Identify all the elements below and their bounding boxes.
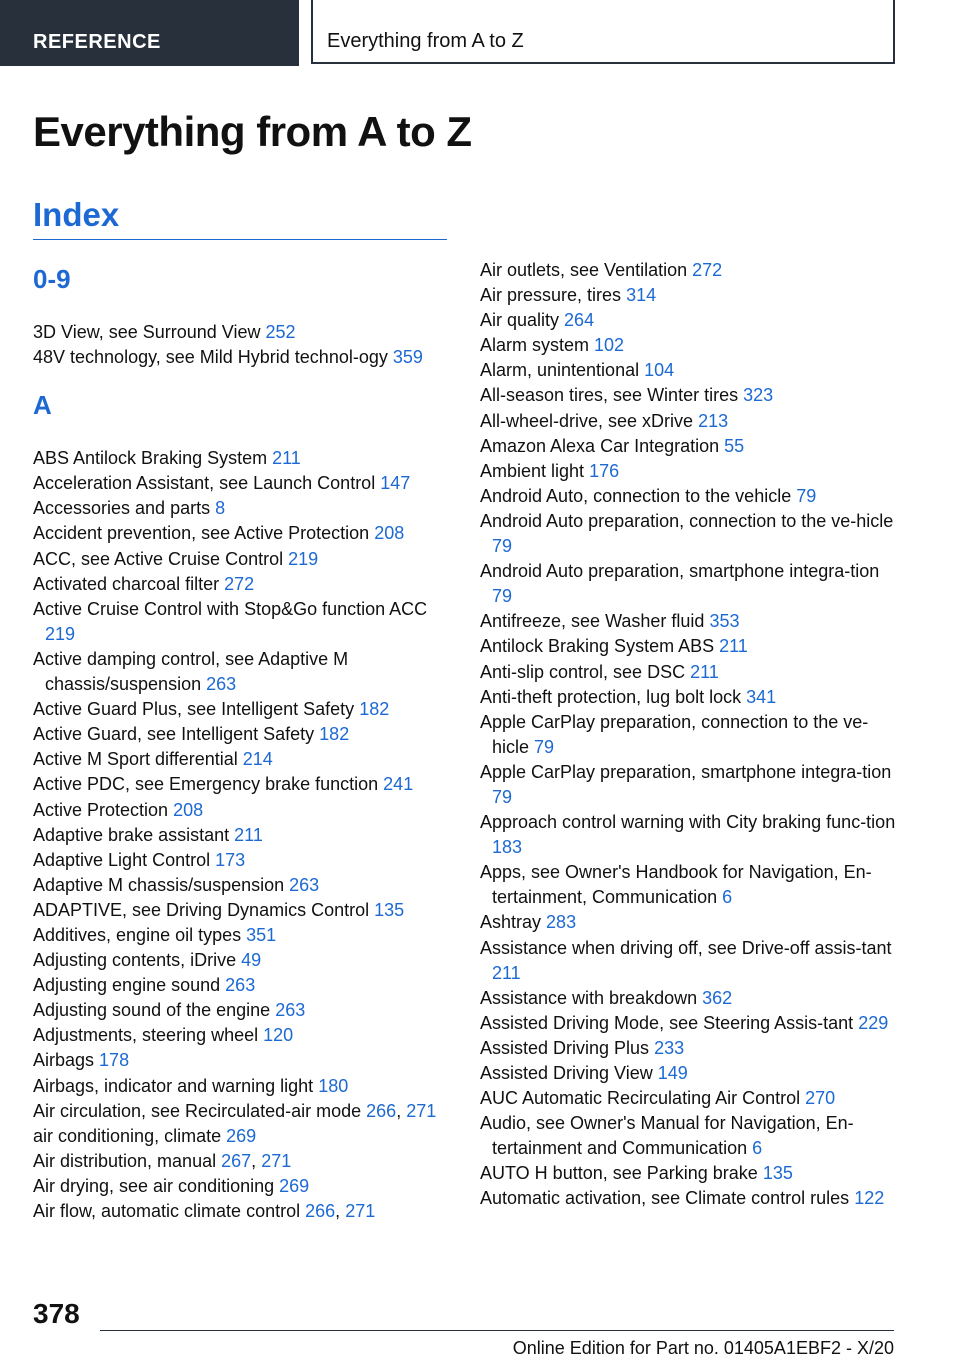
entry-text: Assistance when driving off, see Drive-off assis-tant	[480, 937, 892, 958]
entry-text: Air pressure, tires	[480, 285, 622, 306]
page-link[interactable]: 269	[279, 1175, 310, 1196]
page-link[interactable]: 79	[492, 586, 513, 607]
page-link[interactable]: 79	[492, 536, 513, 557]
index-entry	[480, 409, 900, 434]
index-entry	[480, 1061, 900, 1086]
edition-note: Online Edition for Part no. 01405A1EBF2 - X/20	[512, 1338, 894, 1358]
page-link[interactable]: 359	[392, 347, 423, 368]
entry-text: Adaptive brake assistant	[33, 824, 230, 845]
page-link[interactable]: 270	[805, 1088, 836, 1109]
entry-text: ACC, see Active Cruise Control	[33, 548, 284, 569]
section-label: REFERENCE	[33, 31, 161, 53]
index-divider	[33, 239, 447, 240]
entry-text: Adjustments, steering wheel	[33, 1025, 259, 1046]
index-entry	[33, 973, 453, 998]
page-link[interactable]: 229	[858, 1012, 889, 1033]
entry-text: Ambient light	[480, 460, 585, 481]
index-entry	[480, 1086, 900, 1111]
page-title: Everything from A to Z	[33, 108, 472, 155]
entry-text: Air quality	[480, 310, 560, 331]
entry-text: Air drying, see air conditioning	[33, 1175, 275, 1196]
index-entry: Air flow, automatic climate control 266, 271	[33, 1201, 376, 1221]
index-entry	[480, 258, 900, 283]
page-link[interactable]: 263	[206, 674, 237, 695]
entry-text: ABS Antilock Braking System	[33, 448, 268, 469]
entry-text: Air flow, automatic climate control	[33, 1201, 301, 1221]
entry-text: Adjusting engine sound	[33, 975, 221, 996]
page-link[interactable]: 233	[654, 1037, 685, 1058]
page-link[interactable]: 147	[380, 473, 411, 494]
page-link[interactable]: 79	[534, 736, 555, 757]
page-link[interactable]: 208	[374, 523, 405, 544]
entry-text: Automatic activation, see Climate control rules	[480, 1188, 850, 1209]
page-link[interactable]: 49	[241, 950, 262, 971]
index-entry: Air distribution, manual 267, 271	[33, 1150, 292, 1171]
entry-text: Apps, see Owner's Handbook for Navigation, En-tertainment, Communication	[480, 862, 872, 908]
page-link[interactable]: 211	[492, 962, 521, 983]
entry-text: All-wheel-drive, see xDrive	[480, 410, 694, 431]
index-entry	[33, 998, 453, 1023]
index-entry	[33, 848, 453, 873]
page-link[interactable]: 252	[265, 322, 296, 342]
entry-text: AUTO H button, see Parking brake	[480, 1163, 758, 1184]
page-link[interactable]: 182	[319, 724, 350, 745]
page-link[interactable]: 102	[594, 335, 625, 356]
page-link[interactable]: 263	[225, 975, 256, 996]
entry-text: AUC Automatic Recirculating Air Control	[480, 1088, 801, 1109]
index-entry	[480, 434, 900, 459]
entry-text: Active Guard Plus, see Intelligent Safety	[33, 699, 355, 720]
page-link[interactable]: 211	[234, 824, 263, 845]
index-entry	[480, 986, 900, 1011]
page-link[interactable]: 266	[366, 1100, 397, 1121]
chapter-title: Everything from A to Z	[327, 30, 524, 52]
page-link[interactable]: 266	[305, 1201, 336, 1221]
entry-text: Assistance with breakdown	[480, 987, 698, 1008]
page-link[interactable]: 314	[626, 285, 657, 306]
page-link[interactable]: 219	[45, 623, 76, 644]
entry-text: Android Auto, connection to the vehicle	[480, 485, 792, 506]
index-entry	[33, 747, 453, 772]
page-link[interactable]: 79	[796, 485, 817, 506]
page-link[interactable]: 323	[743, 385, 774, 406]
page-link[interactable]: 178	[99, 1050, 130, 1071]
entry-text: Assisted Driving Mode, see Steering Assis-tant	[480, 1012, 854, 1033]
page-link[interactable]: 149	[657, 1063, 688, 1083]
index-entry	[480, 333, 900, 358]
entry-text: Active Protection	[33, 799, 169, 820]
entry-text: Acceleration Assistant, see Launch Control	[33, 473, 376, 494]
entry-text: air conditioning, climate	[33, 1125, 222, 1146]
entry-text: Amazon Alexa Car Integration	[480, 435, 720, 456]
index-entry	[480, 283, 900, 308]
entry-text: Apple CarPlay preparation, smartphone integra-tion	[480, 761, 892, 782]
index-heading: Index	[33, 196, 120, 233]
index-entry	[480, 660, 900, 685]
entry-text: Active Cruise Control with Stop&Go function ACC	[33, 598, 428, 619]
index-entry	[480, 358, 900, 383]
page-link[interactable]: 219	[288, 548, 319, 569]
index-entry	[33, 823, 453, 848]
footer-divider	[100, 1330, 894, 1331]
index-entry	[480, 1161, 900, 1186]
index-entry	[33, 572, 453, 597]
entry-text: Assisted Driving View	[480, 1063, 653, 1083]
entry-text: Air distribution, manual	[33, 1150, 217, 1171]
index-column-left	[33, 258, 453, 1224]
index-entry	[480, 459, 900, 484]
letter-heading: A	[33, 390, 52, 421]
index-entry	[33, 446, 453, 471]
index-entry	[480, 936, 900, 986]
page-link[interactable]: 353	[709, 611, 740, 632]
index-entry	[480, 910, 900, 935]
page-link[interactable]: 55	[724, 435, 745, 456]
page-link[interactable]: 241	[383, 774, 414, 795]
entry-text: Airbags	[33, 1050, 95, 1071]
page-link[interactable]: 211	[719, 636, 748, 657]
chapter-header	[311, 0, 895, 64]
entry-text: Antifreeze, see Washer fluid	[480, 611, 705, 632]
index-entry	[480, 383, 900, 408]
page-link[interactable]: 211	[272, 448, 301, 469]
index-entry	[480, 1036, 900, 1061]
entry-text: Accident prevention, see Active Protection	[33, 523, 370, 544]
page-link[interactable]: 208	[173, 799, 204, 820]
page-link[interactable]: 341	[746, 686, 777, 707]
page-link[interactable]: 211	[690, 661, 719, 682]
entry-text: ADAPTIVE, see Driving Dynamics Control	[33, 899, 370, 920]
page-link[interactable]: 272	[224, 573, 255, 594]
page-link[interactable]: 271	[406, 1100, 437, 1121]
index-entry	[33, 1124, 453, 1149]
entry-text: Adaptive Light Control	[33, 849, 211, 870]
entry-text: Adjusting sound of the engine	[33, 1000, 271, 1021]
index-entry	[33, 647, 453, 697]
entry-text: Audio, see Owner's Manual for Navigation, En-tertainment and Communication	[480, 1113, 854, 1159]
index-entry	[33, 496, 453, 521]
index-entry	[33, 923, 453, 948]
index-entry	[33, 1023, 453, 1048]
letter-heading: 0-9	[33, 264, 71, 294]
page-link[interactable]: 180	[318, 1075, 349, 1096]
page-link[interactable]: 267	[221, 1150, 252, 1171]
index-entry	[480, 1011, 900, 1036]
entry-text: Active damping control, see Adaptive M chassis/suspension	[33, 648, 349, 695]
page-link[interactable]: 269	[226, 1125, 257, 1146]
index-entry	[33, 597, 453, 647]
index-entry	[33, 1048, 453, 1073]
index-entry	[480, 609, 900, 634]
page-link[interactable]: 271	[345, 1201, 376, 1221]
entry-text: Android Auto preparation, connection to the ve-hicle	[480, 510, 894, 531]
page-link[interactable]: 214	[242, 749, 273, 770]
entry-text: Assisted Driving Plus	[480, 1037, 650, 1058]
entry-text: Ashtray	[480, 912, 542, 933]
entry-text: Adaptive M chassis/suspension	[33, 874, 285, 895]
entry-text: Apple CarPlay preparation, connection to the ve-hicle	[480, 711, 869, 757]
page-link[interactable]: 122	[854, 1188, 885, 1209]
index-entry	[480, 509, 900, 559]
section-tab	[0, 0, 299, 66]
index-entry	[480, 810, 900, 860]
entry-text: Approach control warning with City braking func-tion	[480, 812, 896, 833]
entry-text: Additives, engine oil types	[33, 924, 242, 945]
page-link[interactable]: 6	[722, 887, 733, 908]
index-entry	[33, 722, 453, 747]
entry-text: Alarm, unintentional	[480, 360, 640, 381]
page-link[interactable]: 271	[261, 1150, 292, 1171]
entry-text: Active PDC, see Emergency brake function	[33, 774, 379, 795]
index-entry	[33, 1074, 453, 1099]
entry-text: Air outlets, see Ventilation	[480, 260, 688, 280]
page-link[interactable]: 120	[263, 1025, 294, 1046]
page-link[interactable]: 362	[702, 987, 733, 1008]
page-link[interactable]: 135	[374, 899, 405, 920]
index-entry: Air circulation, see Recirculated-air mode 266, 271	[33, 1100, 437, 1121]
index-entry	[480, 860, 900, 910]
index-entry	[480, 1111, 900, 1161]
entry-text: Accessories and parts	[33, 498, 211, 519]
index-entry	[480, 308, 900, 333]
page-link[interactable]: 173	[215, 849, 246, 870]
entry-text: All-season tires, see Winter tires	[480, 385, 739, 406]
page-link[interactable]: 8	[215, 498, 226, 519]
page-link[interactable]: 135	[762, 1163, 793, 1184]
entry-text: Alarm system	[480, 335, 590, 356]
index-column-right	[480, 258, 900, 1212]
page-link[interactable]: 263	[289, 874, 320, 895]
index-entry	[33, 320, 453, 345]
index-entry	[33, 547, 453, 572]
entry-text: Android Auto preparation, smartphone integra-tion	[480, 561, 880, 582]
index-entry	[33, 873, 453, 898]
entry-text: Active M Sport differential	[33, 749, 238, 770]
index-entry	[33, 948, 453, 973]
index-entry	[480, 484, 900, 509]
index-entry	[480, 685, 900, 710]
page-link[interactable]: 176	[589, 460, 620, 481]
entry-text: 3D View, see Surround View	[33, 322, 261, 342]
page-link[interactable]: 182	[359, 699, 390, 720]
page-link[interactable]: 183	[492, 837, 523, 858]
entry-text: Anti-slip control, see DSC	[480, 661, 686, 682]
entry-text: Adjusting contents, iDrive	[33, 950, 237, 971]
page-link[interactable]: 6	[752, 1138, 763, 1159]
index-entry	[33, 1174, 453, 1199]
page-link[interactable]: 213	[698, 410, 729, 431]
index-entry	[33, 772, 453, 797]
entry-text: 48V technology, see Mild Hybrid technol-ogy	[33, 347, 388, 368]
entry-text: Antilock Braking System ABS	[480, 636, 715, 657]
index-entry	[480, 559, 900, 609]
index-entry	[33, 898, 453, 923]
index-entry	[33, 521, 453, 546]
page-link[interactable]: 272	[692, 260, 723, 280]
index-entry	[33, 798, 453, 823]
index-entry	[480, 760, 900, 810]
entry-text: Activated charcoal filter	[33, 573, 220, 594]
page-link[interactable]: 79	[492, 786, 513, 807]
page-number: 378	[33, 1298, 80, 1329]
index-entry	[480, 634, 900, 659]
entry-text: Airbags, indicator and warning light	[33, 1075, 314, 1096]
index-entry	[33, 697, 453, 722]
index-entry	[480, 1186, 900, 1211]
page-link[interactable]: 351	[246, 924, 277, 945]
entry-text: Anti-theft protection, lug bolt lock	[480, 686, 742, 707]
index-entry	[33, 345, 453, 370]
page-link[interactable]: 264	[564, 310, 595, 331]
index-entry	[480, 710, 900, 760]
entry-text: Air circulation, see Recirculated-air mode	[33, 1100, 362, 1121]
index-entry	[33, 471, 453, 496]
entry-text: Active Guard, see Intelligent Safety	[33, 724, 315, 745]
page-link[interactable]: 283	[546, 912, 577, 933]
page-link[interactable]: 263	[275, 1000, 306, 1021]
page-link[interactable]: 104	[644, 360, 675, 381]
